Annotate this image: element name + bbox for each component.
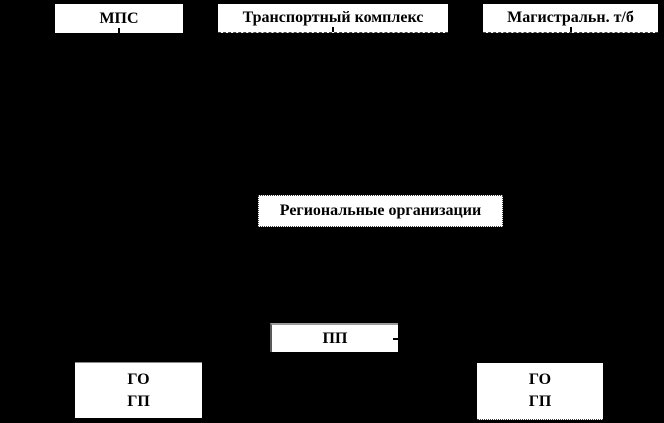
node-go-gp-left-line2: ГП	[127, 392, 150, 410]
node-mps	[55, 4, 183, 33]
node-pp-label: ПП	[322, 329, 348, 347]
node-pp	[270, 323, 398, 352]
node-go-gp-right	[477, 363, 603, 420]
node-go-gp-left	[75, 362, 202, 418]
node-mps-label: МПС	[99, 9, 139, 27]
connector-stub	[393, 338, 398, 340]
node-regional-organizations	[258, 195, 503, 227]
node-transport-complex	[218, 4, 448, 33]
connector-stub	[118, 28, 120, 33]
node-regional-organizations-label: Региональные организации	[279, 202, 482, 220]
node-magistral-tb	[483, 4, 658, 33]
connector-stub	[332, 27, 334, 32]
node-magistral-tb-label: Магистральн. т/б	[507, 9, 634, 27]
node-go-gp-right-line2: ГП	[528, 393, 552, 410]
connector-stub	[570, 27, 572, 32]
node-go-gp-right-line1: ГО	[528, 371, 552, 388]
node-transport-complex-label: Транспортный комплекс	[242, 9, 424, 27]
node-go-gp-left-line1: ГО	[127, 370, 150, 388]
